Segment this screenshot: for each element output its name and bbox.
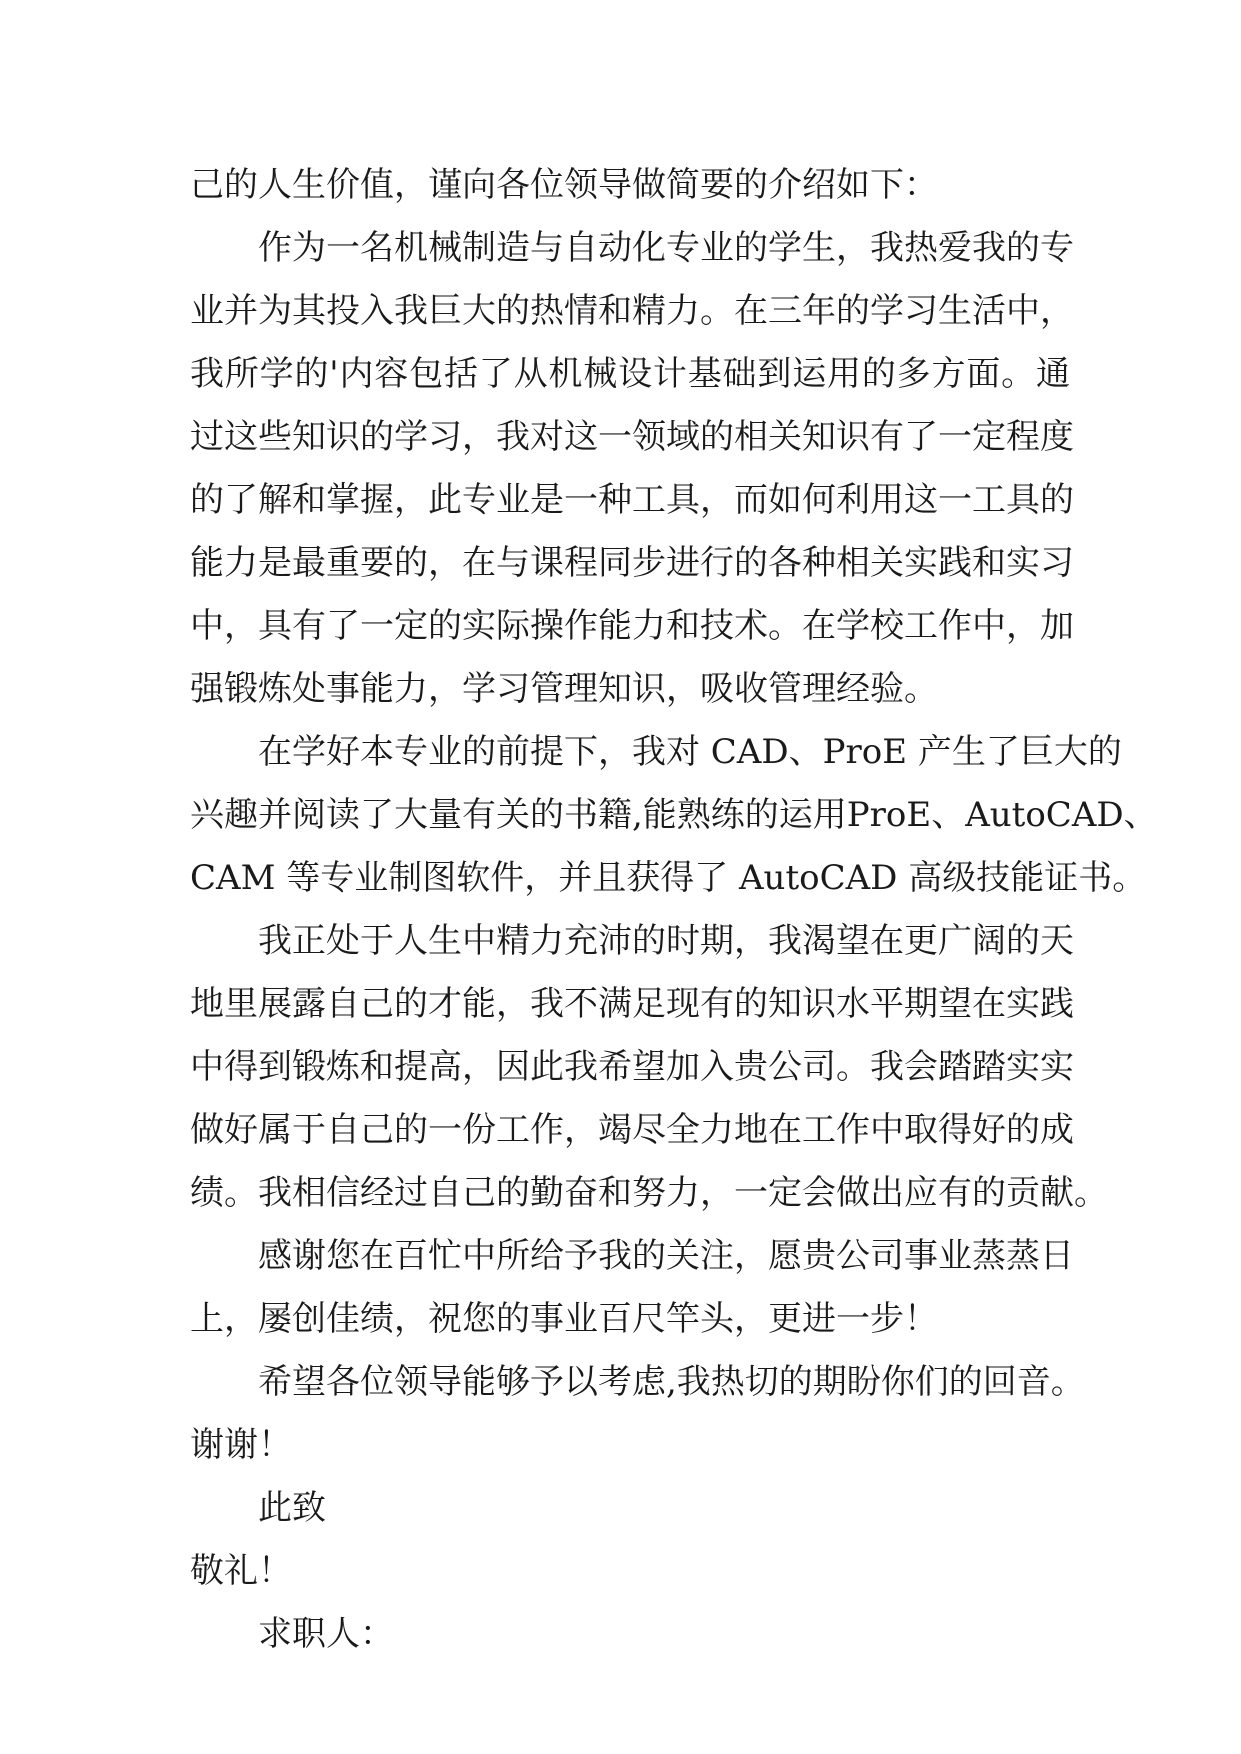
text-line: 的了解和掌握，此专业是一种工具，而如何利用这一工具的 [190,480,1074,520]
letter-body [190,154,1158,1666]
text-line: CAM 等专业制图软件，并且获得了 AutoCAD 高级技能证书。 [190,858,1147,898]
text-line: 在学好本专业的前提下，我对 CAD、ProE 产生了巨大的 [258,732,1122,772]
text-line: 求职人： [258,1614,394,1654]
text-line: 业并为其投入我巨大的热情和精力。在三年的学习生活中， [190,291,1074,331]
text-line: 做好属于自己的一份工作，竭尽全力地在工作中取得好的成 [190,1110,1074,1150]
text-line: 此致 [258,1488,326,1528]
text-line: 我正处于人生中精力充沛的时期，我渴望在更广阔的天 [258,921,1074,961]
text-line: 上，屡创佳绩，祝您的事业百尺竿头，更进一步！ [190,1299,938,1339]
text-line: 感谢您在百忙中所给予我的关注，愿贵公司事业蒸蒸日 [258,1236,1074,1276]
text-line: 地里展露自己的才能，我不满足现有的知识水平期望在实践 [190,984,1074,1024]
text-line: 强锻炼处事能力，学习管理知识，吸收管理经验。 [190,669,938,709]
text-line: 绩。我相信经过自己的勤奋和努力，一定会做出应有的贡献。 [190,1173,1108,1213]
text-line: 敬礼！ [190,1551,292,1591]
text-line: 谢谢！ [190,1425,292,1465]
text-line: 己的人生价值，谨向各位领导做简要的介绍如下： [190,165,938,205]
text-line: 中，具有了一定的实际操作能力和技术。在学校工作中，加 [190,606,1074,646]
text-line: 中得到锻炼和提高，因此我希望加入贵公司。我会踏踏实实 [190,1047,1074,1087]
text-line: 兴趣并阅读了大量有关的书籍,能熟练的运用ProE、AutoCAD、 [190,795,1158,835]
text-line: 过这些知识的学习，我对这一领域的相关知识有了一定程度 [190,417,1074,457]
text-line: 希望各位领导能够予以考虑,我热切的期盼你们的回音。 [258,1362,1085,1402]
text-line: 我所学的'内容包括了从机械设计基础到运用的多方面。通 [190,354,1070,394]
text-line: 能力是最重要的，在与课程同步进行的各种相关实践和实习 [190,543,1074,583]
text-line: 作为一名机械制造与自动化专业的学生，我热爱我的专 [258,228,1074,268]
